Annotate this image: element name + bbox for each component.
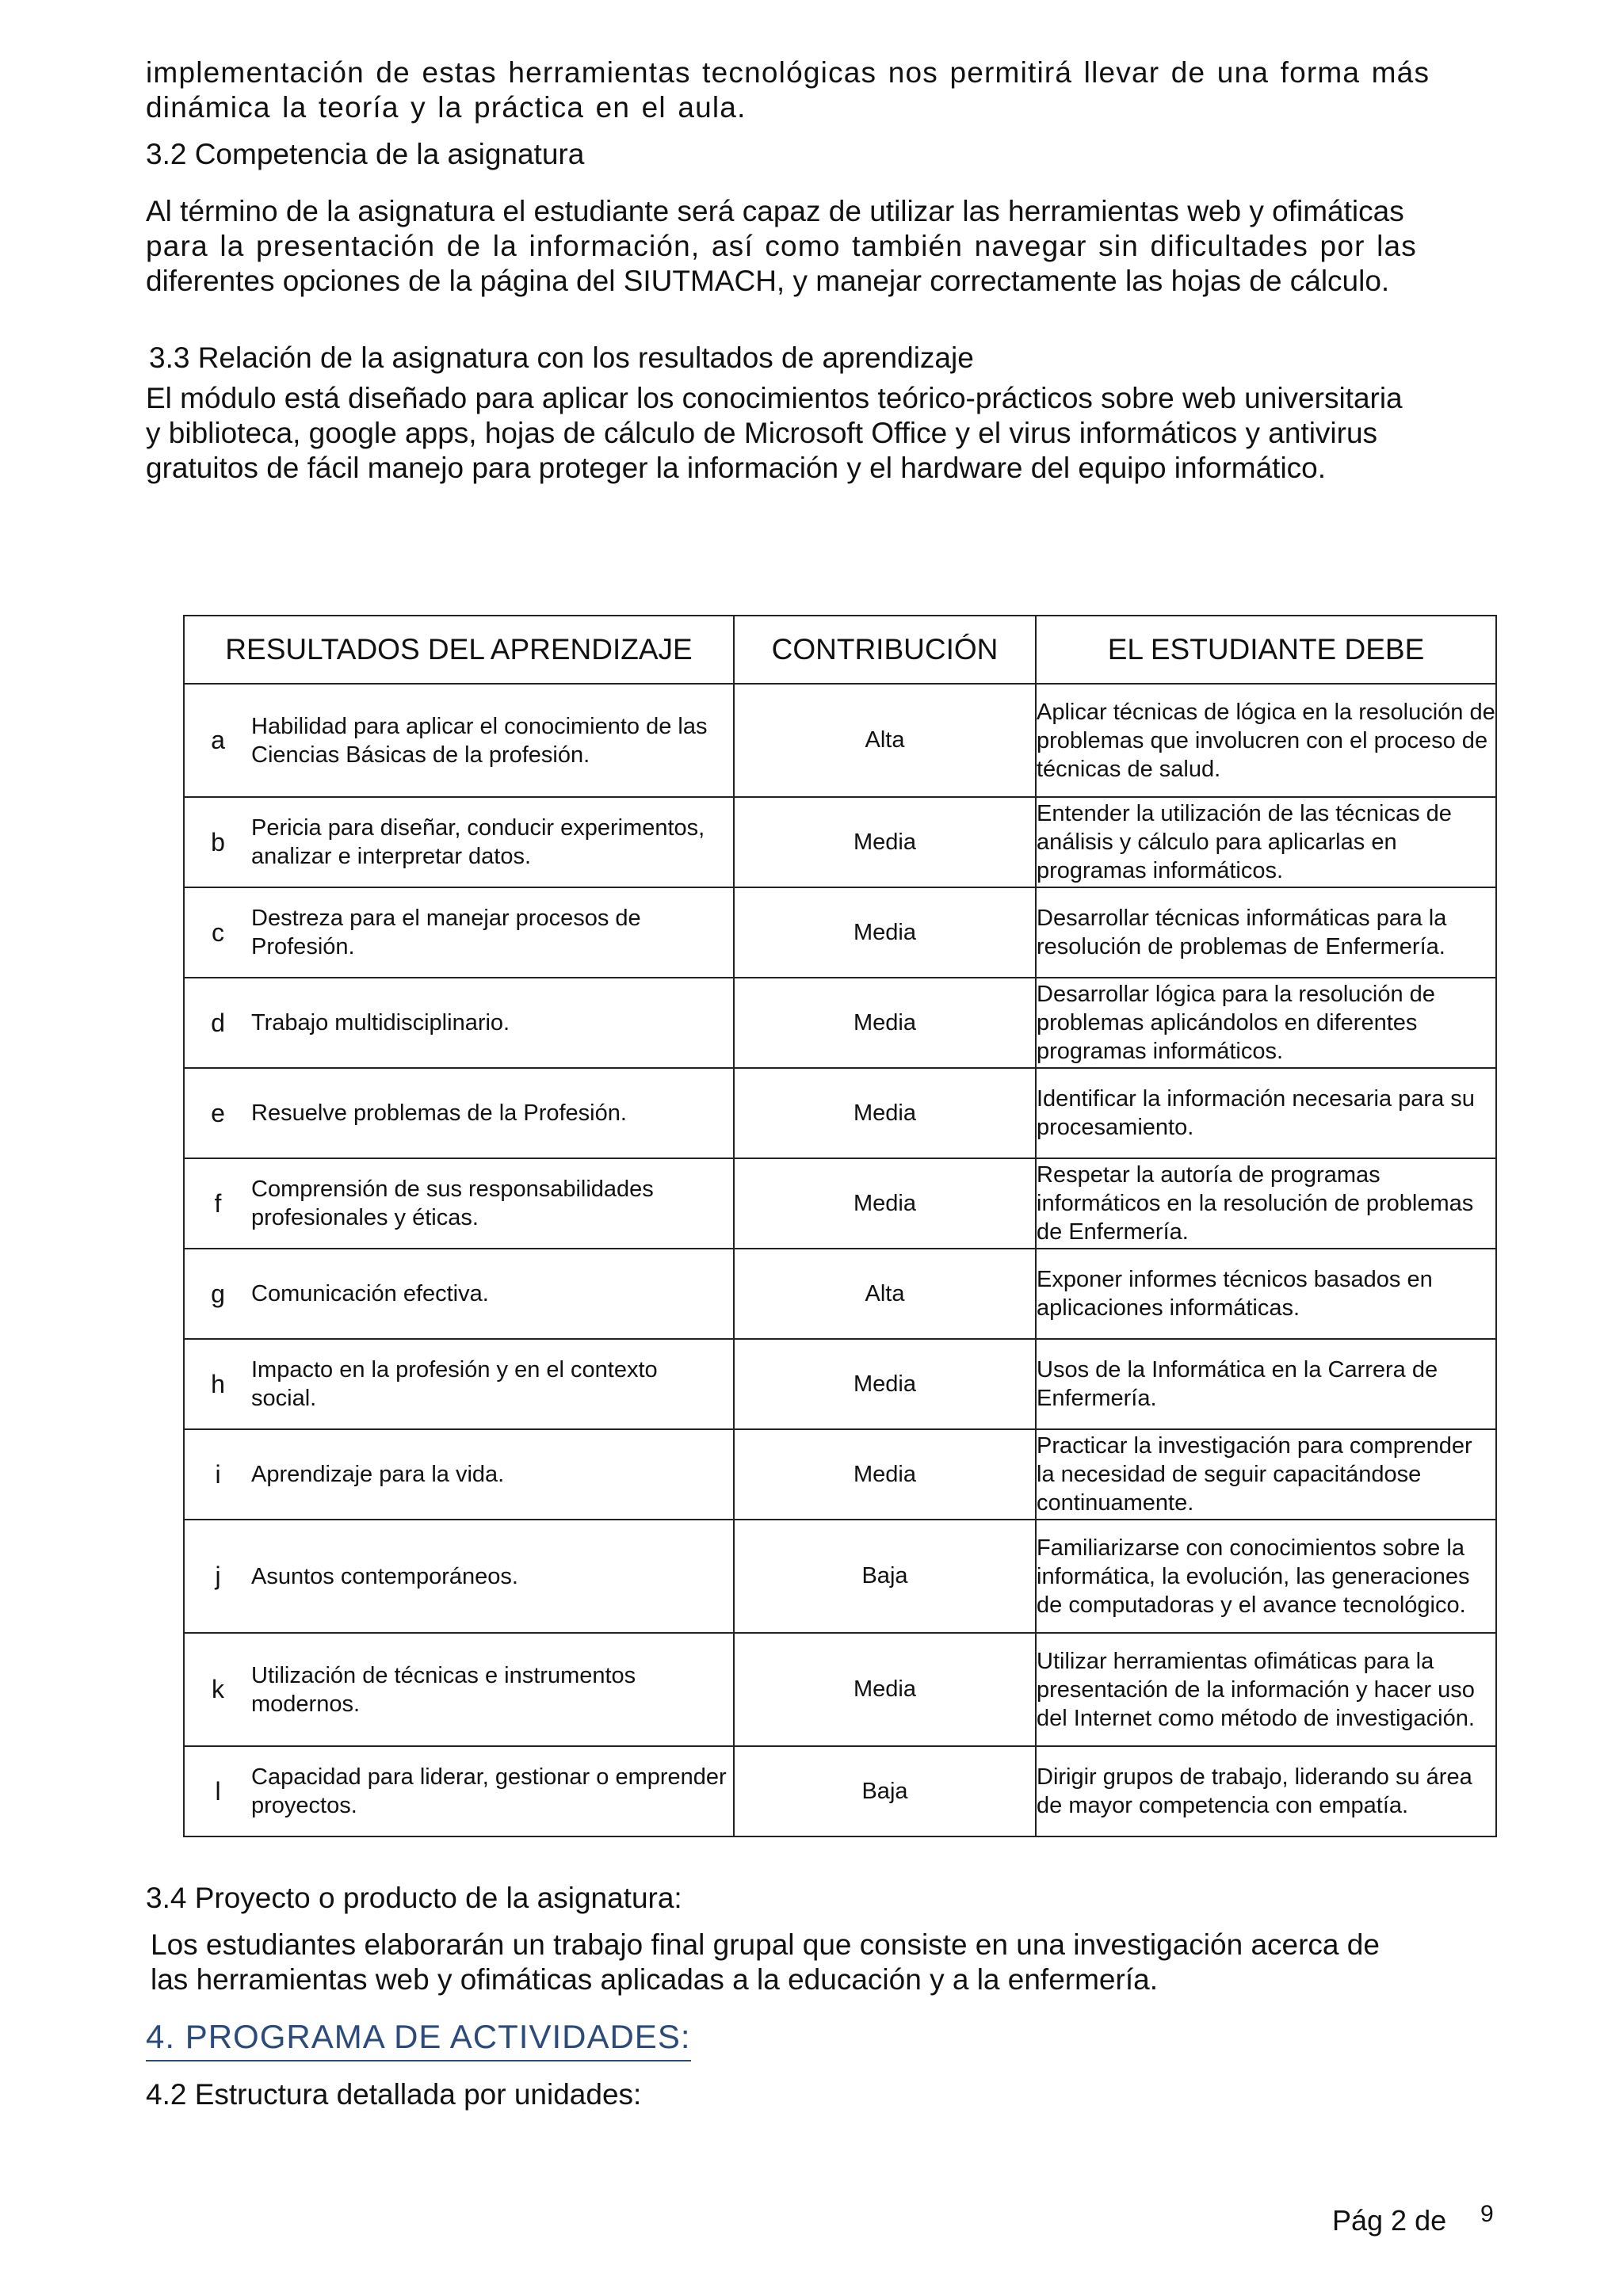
row-letter: j <box>215 1562 221 1590</box>
competencia-line-3: diferentes opciones de la página del SIUTMACH, y manejar correctamente las hojas de cálculo. <box>146 265 1390 297</box>
row-result: Pericia para diseñar, conducir experimentos, analizar e interpretar datos. <box>251 815 705 869</box>
row-letter: f <box>214 1188 222 1218</box>
row-contribution: Media <box>734 1068 1036 1158</box>
row-contribution: Media <box>734 1339 1036 1429</box>
table-row <box>184 1520 1496 1633</box>
row-contribution: Alta <box>734 1249 1036 1339</box>
row-student: Dirigir grupos de trabajo, liderando su área de mayor competencia con empatía. <box>1036 1746 1496 1836</box>
heading-4-programa: 4. PROGRAMA DE ACTIVIDADES: <box>146 2017 691 2061</box>
intro-line-2: dinámica la teoría y la práctica en el aula. <box>146 91 747 124</box>
row-letter: b <box>211 827 225 856</box>
footer-page-label: Pág 2 de <box>1332 2204 1447 2237</box>
table-row <box>184 978 1496 1068</box>
row-student: Respetar la autoría de programas informáticos en la resolución de problemas de Enfermería. <box>1036 1158 1496 1249</box>
row-contribution: Media <box>734 1158 1036 1249</box>
header-results: RESULTADOS DEL APRENDIZAJE <box>184 616 734 684</box>
row-letter: l <box>215 1776 221 1806</box>
row-student: Usos de la Informática en la Carrera de Enfermería. <box>1036 1339 1496 1429</box>
table-row <box>184 1429 1496 1520</box>
relacion-line-2: y biblioteca, google apps, hojas de cálculo de Microsoft Office y el virus informáticos y antivirus <box>146 417 1378 449</box>
row-letter: k <box>212 1675 224 1703</box>
row-result: Trabajo multidisciplinario. <box>251 1010 510 1035</box>
proyecto-line-2: las herramientas web y ofimáticas aplicadas a la educación y a la enfermería. <box>151 1963 1158 1996</box>
row-contribution: Media <box>734 1429 1036 1520</box>
header-contribution: CONTRIBUCIÓN <box>734 616 1036 684</box>
row-student: Aplicar técnicas de lógica en la resolución de problemas que involucren con el proceso de técnicas de salud. <box>1036 684 1496 797</box>
row-letter: d <box>211 1008 225 1037</box>
row-student: Desarrollar lógica para la resolución de problemas aplicándolos en diferentes programas informáticos. <box>1036 978 1496 1068</box>
table-row <box>184 1158 1496 1249</box>
relacion-line-3: gratuitos de fácil manejo para proteger la información y el hardware del equipo informático. <box>146 452 1327 484</box>
relacion-line-1: El módulo está diseñado para aplicar los conocimientos teórico-prácticos sobre web universitaria <box>146 382 1403 414</box>
competencia-line-1: Al término de la asignatura el estudiante será capaz de utilizar las herramientas web y ofimáticas <box>146 195 1404 227</box>
heading-3-4: 3.4 Proyecto o producto de la asignatura: <box>146 1882 682 1914</box>
proyecto-line-1: Los estudiantes elaborarán un trabajo final grupal que consiste en una investigación acerca de <box>151 1928 1380 1961</box>
competencia-line-2: para la presentación de la información, así como también navegar sin dificultades por las <box>146 230 1417 262</box>
table-row <box>184 1249 1496 1339</box>
heading-3-2: 3.2 Competencia de la asignatura <box>146 138 585 170</box>
row-student: Practicar la investigación para comprender la necesidad de seguir capacitándose continuamente. <box>1036 1429 1496 1520</box>
row-student: Utilizar herramientas ofimáticas para la presentación de la información y hacer uso del Internet como método de investigación. <box>1036 1633 1496 1746</box>
row-contribution: Media <box>734 1633 1036 1746</box>
row-letter: a <box>211 726 225 754</box>
table-row <box>184 797 1496 887</box>
table-row <box>184 1068 1496 1158</box>
row-result: Resuelve problemas de la Profesión. <box>251 1100 627 1126</box>
row-result: Destreza para el manejar procesos de Profesión. <box>251 906 641 959</box>
row-result: Habilidad para aplicar el conocimiento de las Ciencias Básicas de la profesión. <box>251 713 708 768</box>
learning-results-table <box>183 615 1497 1837</box>
row-result: Comprensión de sus responsabilidades profesionales y éticas. <box>251 1177 654 1230</box>
table-row <box>184 887 1496 978</box>
row-letter: i <box>215 1459 221 1489</box>
row-result: Utilización de técnicas e instrumentos modernos. <box>251 1662 636 1717</box>
row-contribution: Alta <box>734 684 1036 797</box>
row-letter: c <box>212 917 224 947</box>
row-result: Impacto en la profesión y en el contexto social. <box>251 1357 658 1411</box>
intro-line-1: implementación de estas herramientas tecnológicas nos permitirá llevar de una forma más <box>146 56 1430 89</box>
row-contribution: Media <box>734 887 1036 978</box>
table-row <box>184 1746 1496 1836</box>
heading-3-3: 3.3 Relación de la asignatura con los resultados de aprendizaje <box>149 341 974 374</box>
row-contribution: Baja <box>734 1746 1036 1836</box>
row-result: Aprendizaje para la vida. <box>251 1462 505 1487</box>
table-row <box>184 1339 1496 1429</box>
row-letter: g <box>211 1279 225 1308</box>
footer-page-total: 9 <box>1480 2201 1494 2227</box>
row-contribution: Baja <box>734 1520 1036 1633</box>
heading-4-2: 4.2 Estructura detallada por unidades: <box>146 2078 642 2111</box>
row-result: Capacidad para liderar, gestionar o emprender proyectos. <box>251 1764 727 1818</box>
row-student: Identificar la información necesaria para su procesamiento. <box>1036 1068 1496 1158</box>
row-letter: h <box>211 1369 225 1398</box>
row-student: Desarrollar técnicas informáticas para la resolución de problemas de Enfermería. <box>1036 887 1496 978</box>
row-result: Asuntos contemporáneos. <box>251 1563 518 1589</box>
row-student: Entender la utilización de las técnicas de análisis y cálculo para aplicarlas en programas informáticos. <box>1036 797 1496 887</box>
header-student: EL ESTUDIANTE DEBE <box>1036 616 1496 684</box>
table-row <box>184 1633 1496 1746</box>
row-contribution: Media <box>734 797 1036 887</box>
row-result: Comunicación efectiva. <box>251 1281 489 1306</box>
row-student: Exponer informes técnicos basados en aplicaciones informáticas. <box>1036 1249 1496 1339</box>
row-letter: e <box>211 1098 225 1127</box>
row-contribution: Media <box>734 978 1036 1068</box>
table-row <box>184 684 1496 797</box>
table-header-row <box>184 616 1496 684</box>
row-student: Familiarizarse con conocimientos sobre la informática, la evolución, las generaciones de computadoras y el avance tecnológico. <box>1036 1520 1496 1633</box>
